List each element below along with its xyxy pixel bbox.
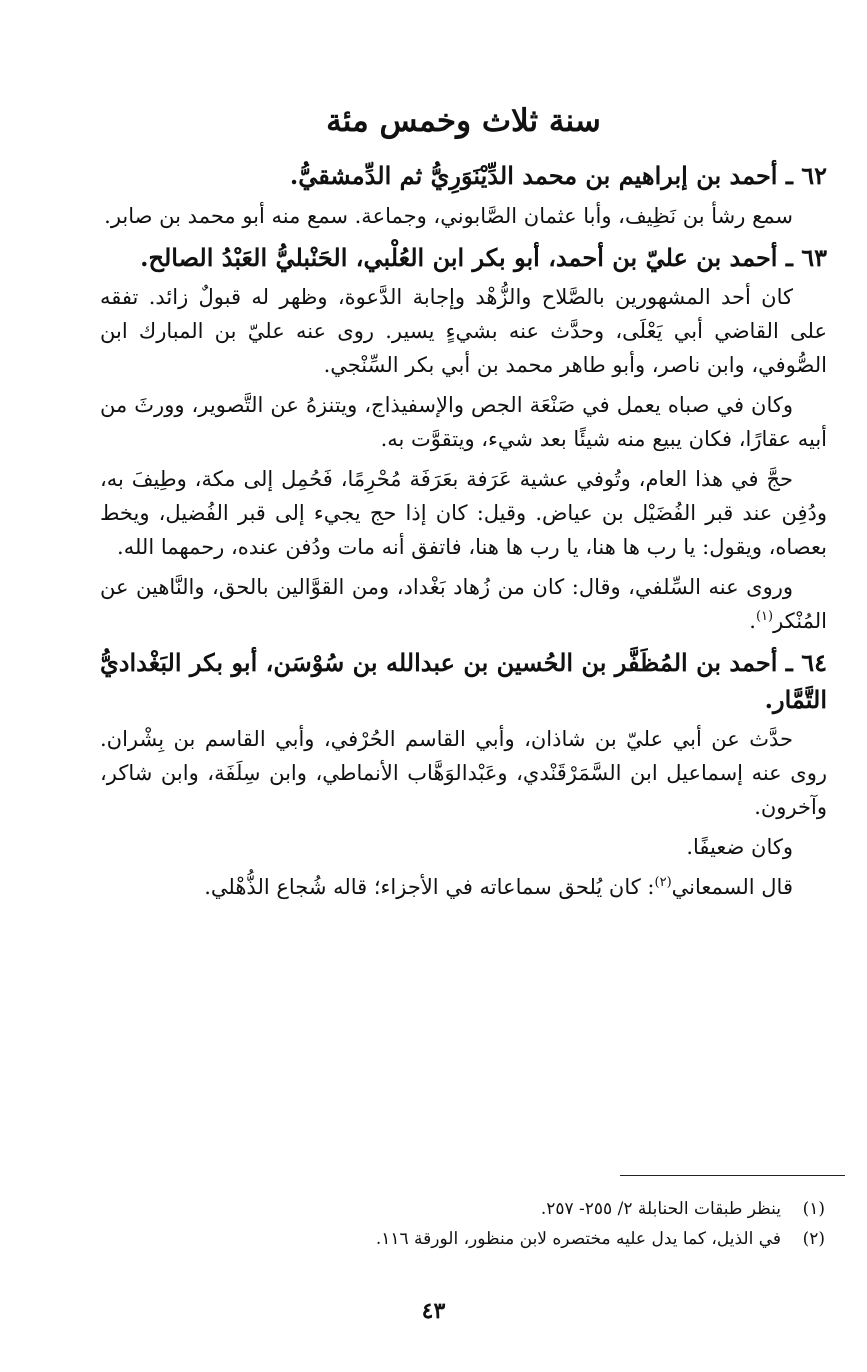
- entry-heading: ٦٣ ـ أحمد بن عليّ بن أحمد، أبو بكر ابن العُلْبي، الحَنْبليُّ العَبْدُ الصالح.: [140, 242, 827, 272]
- entry-62: [100, 157, 827, 232]
- entry-paragraph: حدَّث عن أبي عليّ بن شاذان، وأبي القاسم الحُرْفي، وأبي القاسم بن بِشْران. روى عنه إسماعيل ابن السَّمَرْقَنْدي، وعَبْدالوَهَّاب الأنماطي، وابن سِلَفَة، وابن شاكر، وآخرون.: [100, 727, 827, 820]
- entry-paragraph: حجَّ في هذا العام، وتُوفي عشية عَرَفة بعَرَفَة مُحْرِمًا، فَحُمِل إلى مكة، وطِيفَ به، ودُفِن عند قبر الفُضَيْل بن عياض. وقيل: كان إذا حج يجيء إلى قبر الفُضيل، ويخط بعصاه، ويقول: يا رب ها هنا، يا رب ها هنا، فاتفق أنه مات ودُفن عنده، رحمهما الله.: [100, 466, 827, 559]
- footnotes: [100, 1195, 825, 1255]
- footnote: [100, 1195, 825, 1225]
- entry-63: [100, 239, 827, 638]
- footnote-text: ينظر طبقات الحنابلة ٢/ ٢٥٥- ٢٥٧.: [540, 1199, 781, 1219]
- page-title: سنة ثلاث وخمس مئة: [326, 103, 601, 139]
- entry-heading: ٦٤ ـ أحمد بن المُظَفَّر بن الحُسين بن عبدالله بن سُوْسَن، أبو بكر البَغْداديُّ التَّمَّار.: [100, 647, 827, 715]
- paragraph-end: : كان يُلحق سماعاته في الأجزاء؛ قاله شُجاع الذُّهْلي.: [204, 875, 655, 900]
- entry-paragraph: وكان ضعيفًا.: [686, 835, 793, 860]
- paragraph-end: .: [749, 608, 756, 633]
- entry-paragraph: [100, 570, 827, 638]
- page-number: ٤٣: [421, 1298, 446, 1324]
- footnote: [100, 1225, 825, 1255]
- footnote-number: (١): [802, 1199, 825, 1219]
- entry-64: [100, 644, 827, 904]
- entry-paragraph: وكان في صباه يعمل في صَنْعَة الجص والإسفيذاج، ويتنزهُ عن التَّصوير، وورثَ من أبيه عقارًا، فكان يبيع منه شيئًا بعد شيء، ويتقوَّت به.: [100, 392, 827, 451]
- footnote-ref[interactable]: (١): [755, 608, 774, 624]
- paragraph-text: قال السمعاني: [671, 875, 793, 900]
- footnote-ref[interactable]: (٢): [654, 875, 672, 891]
- footnote-text: في الذيل، كما يدل عليه مختصره لابن منظور، الورقة ١١٦.: [375, 1228, 781, 1249]
- entry-heading: ٦٢ ـ أحمد بن إبراهيم بن محمد الدِّيْنَوَرِيُّ ثم الدِّمشقيُّ.: [289, 161, 827, 191]
- paragraph-text: وروى عنه السِّلفي، وقال: كان من زُهاد بَغْداد، ومن القوَّالين بالحق، والنَّاهين عن المُنْكر: [100, 574, 827, 633]
- entry-paragraph: سمع رشأ بن نَظِيف، وأبا عثمان الصَّابوني، وجماعة. سمع منه أبو محمد بن صابر.: [104, 203, 793, 228]
- entry-paragraph: كان أحد المشهورين بالصَّلاح والزُّهْد وإجابة الدَّعوة، وظهر له قبولٌ زائد. تفقه على القاضي أبي يَعْلَى، وحدَّث عنه بشيءٍ يسير. روى عنه عليّ بن المبارك ابن الصُّوفي، وابن ناصر، وأبو طاهر محمد بن أبي بكر السِّنْجي.: [100, 284, 827, 377]
- entry-paragraph: [100, 870, 827, 904]
- footnote-number: (٢): [802, 1228, 825, 1249]
- footnote-divider: [620, 1175, 845, 1176]
